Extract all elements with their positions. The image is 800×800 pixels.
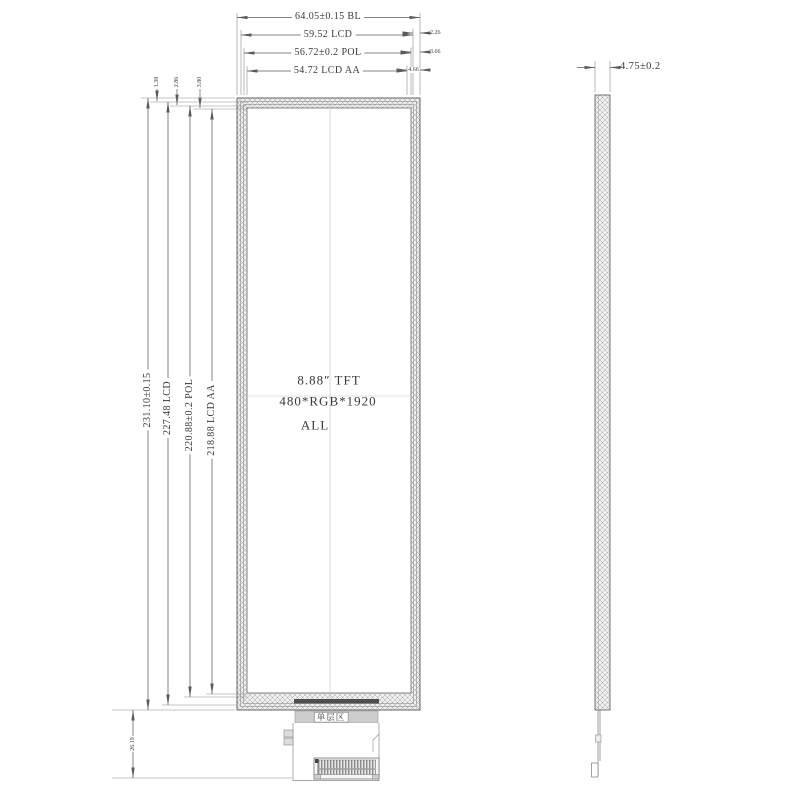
side-view <box>577 61 617 777</box>
gap-label-lcd-right: 2.26 <box>430 30 441 36</box>
dim-label-lcd-width: 59.52 LCD <box>301 30 356 40</box>
side-extension-lines <box>595 61 610 92</box>
dim-label-lcd-height: 227.48 LCD <box>163 378 173 438</box>
fpc-band-label: 单层区 <box>314 712 349 723</box>
fpc-side-component-2 <box>284 738 293 745</box>
dim-label-thickness: 4.75±0.2 <box>620 60 661 72</box>
dim-label-aa-width: 54.72 LCD AA <box>291 66 363 76</box>
gap-label-lcd-top: 1.38 <box>154 76 160 88</box>
dim-label-pol-height: 220.88±0.2 POL <box>185 376 195 454</box>
horizontal-dimensions <box>237 18 427 72</box>
driver-ic-strip <box>294 699 379 704</box>
dim-label-fpc-length: 26.19 <box>130 737 136 751</box>
gap-label-pol-right: 3.66 <box>430 49 441 55</box>
gap-label-aa-right: 4.66 <box>408 67 419 73</box>
connector-pins-row-2 <box>318 770 376 775</box>
side-fpc-profile <box>592 710 602 777</box>
gap-label-aa-top: 3.80 <box>197 76 203 88</box>
fpc-side-component-1 <box>284 730 293 737</box>
connector-foot-right <box>373 775 380 780</box>
panel-all-label: ALL <box>300 417 330 433</box>
connector-pins-row <box>318 760 376 769</box>
side-profile-bar <box>595 95 610 710</box>
top-edge-gap-leaders <box>150 89 247 109</box>
panel-size-label: 8.88″ TFT <box>297 372 361 388</box>
vertical-dimensions <box>133 98 212 778</box>
dim-label-bl-width: 64.05±0.15 BL <box>292 12 364 22</box>
connector-pin1-mark <box>315 759 319 763</box>
dim-label-pol-width: 56.72±0.2 POL <box>291 48 364 58</box>
dim-label-bl-height: 231.10±0.15 <box>143 370 153 431</box>
connector-foot-left <box>314 775 321 780</box>
panel-resolution-label: 480*RGB*1920 <box>279 393 377 409</box>
dim-label-aa-height: 218.88 LCD AA <box>207 381 217 459</box>
gap-label-pol-top: 2.86 <box>174 76 180 88</box>
